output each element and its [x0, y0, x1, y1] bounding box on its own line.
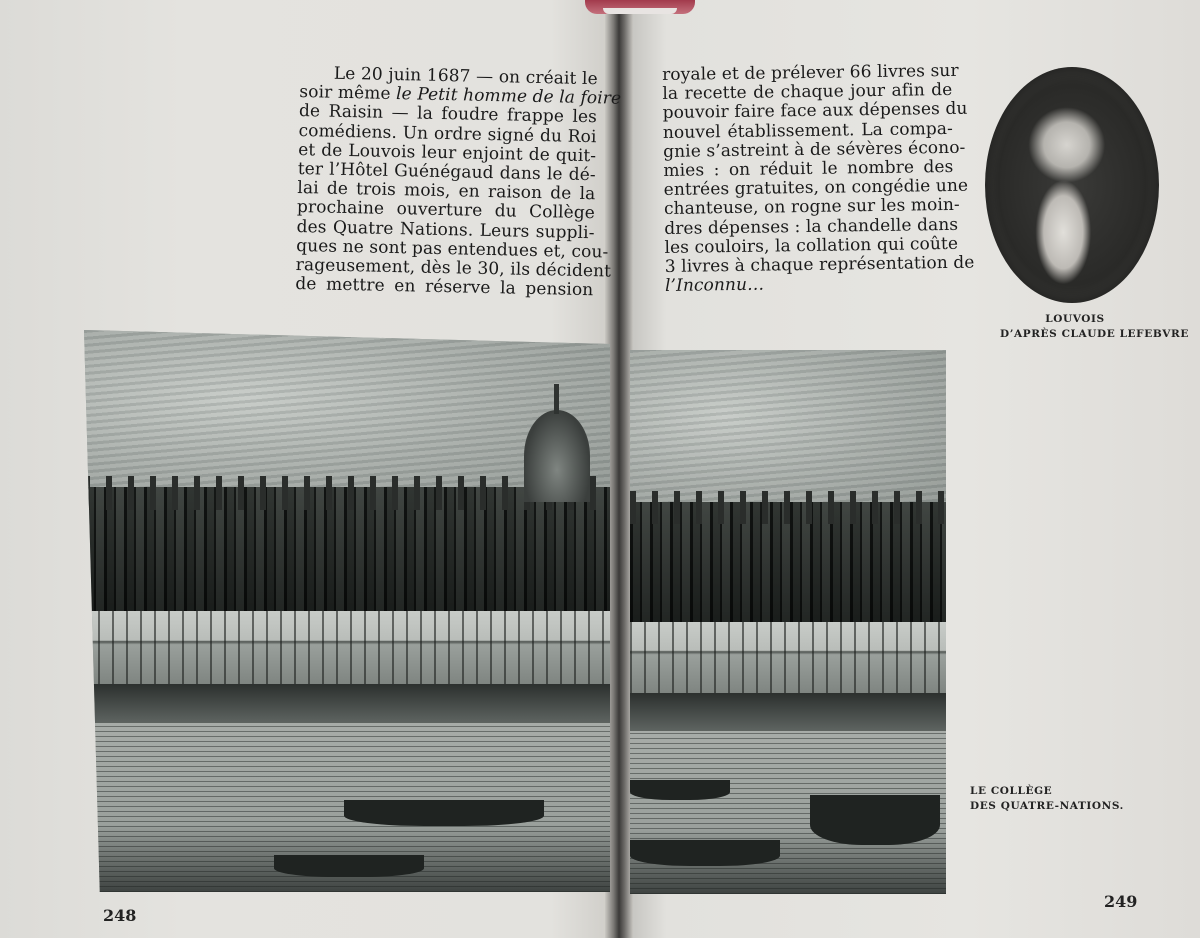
text-run: comédiens. Un ordre signé du Roi: [298, 120, 597, 147]
text-run: ques ne sont pas entendues et, cou-: [295, 235, 609, 263]
italic-title: le Petit homme de la foire: [395, 84, 622, 109]
page-number-right: 249: [1104, 892, 1138, 911]
text-run: prochaine ouverture du Collège: [296, 197, 596, 224]
engraving-quay: [630, 622, 946, 693]
text-run: entrées gratuites, on congédie une: [663, 175, 969, 201]
engraving-college-right-half: [630, 350, 946, 894]
portrait-caption-line2: D’APRÈS CLAUDE LEFEBVRE: [1000, 328, 1189, 340]
portrait-caption-line1: LOUVOIS: [1045, 313, 1105, 325]
boat: [630, 840, 780, 866]
text-run: chanteuse, on rogne sur les moin-: [663, 195, 960, 220]
engraving-caption: [970, 784, 1124, 814]
left-page-text: [295, 63, 622, 301]
boat: [630, 780, 730, 800]
text-run: ter l’Hôtel Guénégaud dans le dé-: [297, 158, 596, 186]
college-dome: [524, 410, 590, 502]
text-line: [665, 273, 955, 296]
portrait-caption: [1000, 312, 1189, 342]
right-page-text: [661, 60, 975, 297]
text-run: de Raisin — la foudre frappe les: [298, 101, 598, 128]
text-run: la recette de chaque jour afin de: [662, 80, 953, 105]
engraving-caption-line1: LE COLLÈGE: [970, 785, 1053, 797]
text-run: dres dépenses : la chandelle dans: [664, 214, 959, 239]
text-run: pouvoir faire face aux dépenses du: [662, 99, 968, 124]
boat: [810, 795, 940, 845]
boat: [344, 800, 544, 826]
text-run: de mettre en réserve la pension: [295, 274, 594, 301]
text-run: 3 livres à chaque représentation de: [664, 252, 975, 278]
engraving-quay: [84, 611, 610, 684]
engraving-sky: [630, 350, 946, 513]
text-run: Le 20 juin 1687 — on créait le: [333, 63, 598, 90]
louvois-portrait: [985, 67, 1159, 303]
engraving-caption-line2: DES QUATRE-NATIONS.: [970, 800, 1124, 812]
engraving-roofs: [630, 491, 946, 524]
text-run: soir même: [299, 82, 397, 105]
text-run: et de Louvois leur enjoint de quit-: [297, 139, 597, 167]
text-run: gnie s’astreint à de sévères écono-: [663, 137, 966, 162]
text-run: des Quatre Nations. Leurs suppli-: [296, 216, 595, 243]
engraving-moored-boats: [84, 684, 610, 723]
text-run: les couloirs, la collation qui coûte: [664, 233, 959, 258]
engraving-moored-boats: [630, 693, 946, 731]
text-run: nouvel établissement. La compa-: [662, 118, 954, 143]
text-run: lai de trois mois, en raison de la: [297, 178, 596, 205]
italic-title: l’Inconnu…: [664, 274, 765, 297]
page-number-left: 248: [103, 906, 137, 925]
text-run: mies : on réduit le nombre des: [663, 156, 954, 182]
engraving-college-left-half: [84, 330, 610, 892]
bookmark-ribbon: [585, 0, 695, 14]
boat: [274, 855, 424, 877]
text-run: rageusement, dès le 30, ils décident: [295, 254, 612, 282]
text-run: royale et de prélever 66 livres sur: [661, 60, 959, 85]
